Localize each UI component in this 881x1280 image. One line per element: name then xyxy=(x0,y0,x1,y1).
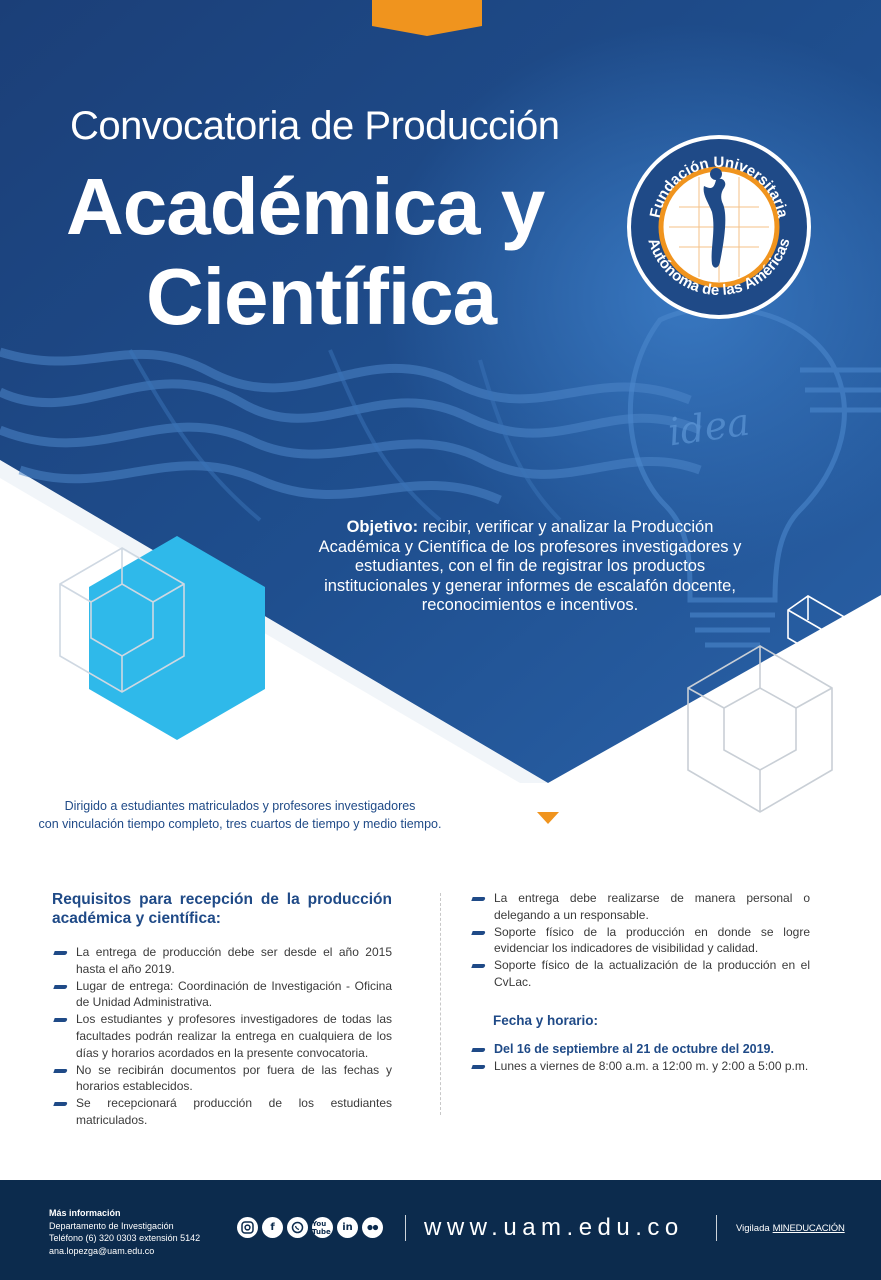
list-item: La entrega debe realizarse de manera personal o delegando a un responsable. xyxy=(470,890,810,924)
requirements-list-left xyxy=(52,944,392,1129)
requirements-title: Requisitos para recepción de la producción académica y científica: xyxy=(52,891,392,927)
list-item: Soporte físico de la producción en donde se logre evidenciar los indicadores de visibilidad y calidad. xyxy=(470,924,810,958)
bullet-dash-icon xyxy=(471,931,485,935)
contact-email[interactable]: ana.lopezga@uam.edu.co xyxy=(49,1245,155,1256)
instagram-icon[interactable] xyxy=(237,1217,258,1238)
schedule-hours: Lunes a viernes de 8:00 a.m. a 12:00 m. y 2:00 a 5:00 p.m. xyxy=(470,1058,810,1075)
contact-phone: Teléfono (6) 320 0303 extensión 5142 xyxy=(49,1233,201,1243)
bullet-dash-icon xyxy=(471,1065,485,1069)
list-item: La entrega de producción debe ser desde el año 2015 hasta el año 2019. xyxy=(52,944,392,978)
list-item: Los estudiantes y profesores investigadores de todas las facultades podrán realizar la entrega en cualquiera de los días y horarios acordados en la presente convocatoria. xyxy=(52,1011,392,1061)
website-link[interactable]: www.uam.edu.co xyxy=(424,1214,684,1241)
audience-line-1: Dirigido a estudiantes matriculados y profesores investigadores xyxy=(64,799,416,813)
schedule-dates: Del 16 de septiembre al 21 de octubre del 2019. xyxy=(470,1041,810,1058)
social-icons xyxy=(237,1217,383,1238)
facebook-icon[interactable]: f xyxy=(262,1217,283,1238)
objective-text: recibir, verificar y analizar la Producción Académica y Científica de los profesores investigadores y estudiantes, con el fin de registrar los productos institucionales y generar informes de escalafón docente, reconocimientos e incentivos. xyxy=(318,518,742,614)
requirements-list-right xyxy=(470,890,810,991)
flickr-icon[interactable] xyxy=(362,1217,383,1238)
list-item: Lugar de entrega: Coordinación de Investigación - Oficina de Unidad Administrativa. xyxy=(52,978,392,1012)
youtube-icon[interactable]: You Tube xyxy=(312,1217,333,1238)
bullet-dash-icon xyxy=(53,1018,67,1022)
bullet-dash-icon xyxy=(471,1048,485,1052)
linkedin-icon[interactable]: in xyxy=(337,1217,358,1238)
title-line-1: Convocatoria de Producción xyxy=(70,104,560,148)
bullet-dash-icon xyxy=(471,964,485,968)
column-divider xyxy=(440,893,441,1115)
seal-text-bottom: Autónoma de las Américas xyxy=(644,236,794,300)
bullet-dash-icon xyxy=(53,951,67,955)
list-item: Soporte físico de la actualización de la producción en el CvLac. xyxy=(470,957,810,991)
title-line-2: Académica y xyxy=(66,162,545,251)
title-line-3: Científica xyxy=(146,252,497,341)
list-item: Se recepcionará producción de los estudiantes matriculados. xyxy=(52,1095,392,1129)
objective-paragraph xyxy=(312,518,748,616)
audience-line-2: con vinculación tiempo completo, tres cuartos de tiempo y medio tiempo. xyxy=(38,817,442,831)
contact-department: Departamento de Investigación xyxy=(49,1220,174,1231)
bullet-dash-icon xyxy=(471,897,485,901)
objective-label: Objetivo: xyxy=(346,518,419,536)
contact-info xyxy=(49,1207,200,1257)
list-item: No se recibirán documentos por fuera de las fechas y horarios establecidos. xyxy=(52,1062,392,1096)
bullet-dash-icon xyxy=(53,985,67,989)
mineducacion-label: MINEDUCACIÓN xyxy=(772,1223,845,1234)
bulb-idea-text: idea xyxy=(665,399,753,455)
seal-text-top: Fundación Universitaria xyxy=(646,153,792,220)
whatsapp-icon[interactable] xyxy=(287,1217,308,1238)
footer-separator xyxy=(716,1215,717,1241)
schedule-list xyxy=(470,1041,810,1075)
university-seal-logo xyxy=(624,132,814,322)
footer-separator xyxy=(405,1215,406,1241)
schedule-title: Fecha y horario: xyxy=(493,1013,599,1028)
top-accent-tab xyxy=(372,0,482,36)
bullet-dash-icon xyxy=(53,1102,67,1106)
vigilada-label: Vigilada MINEDUCACIÓN xyxy=(736,1223,845,1234)
contact-title: Más información xyxy=(49,1208,121,1218)
bullet-dash-icon xyxy=(53,1069,67,1073)
orange-triangle-marker xyxy=(537,812,559,824)
audience-text xyxy=(20,797,460,833)
